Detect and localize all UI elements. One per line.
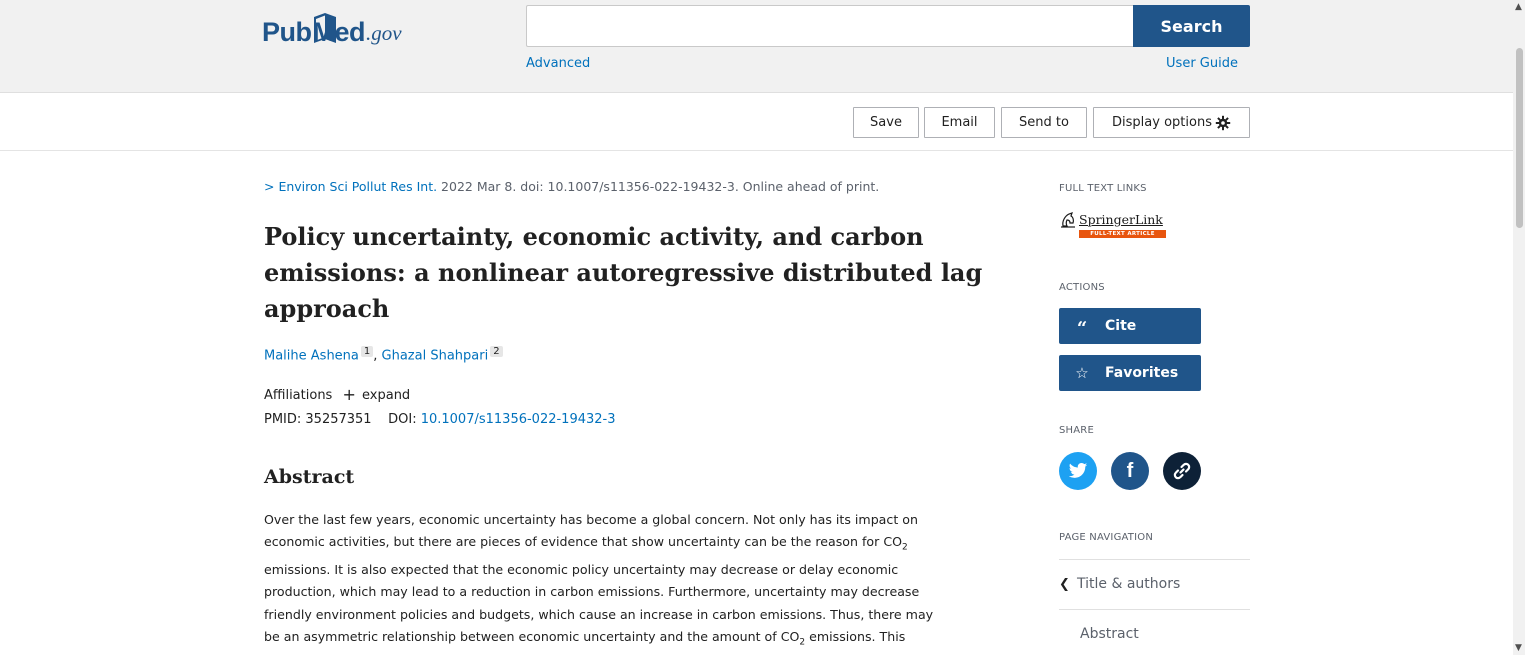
share-permalink-button[interactable] [1163, 452, 1201, 490]
author-link[interactable]: Ghazal Shahpari [381, 348, 489, 364]
article-identifiers [264, 412, 616, 427]
journal-link[interactable]: Environ Sci Pollut Res Int. [278, 179, 438, 194]
send-to-button[interactable]: Send to [1001, 107, 1087, 138]
abstract-line-text: economic activities, but there are pieces of evidence that show uncertainty can be the reason for CO [264, 534, 903, 550]
full-text-links-label: FULL TEXT LINKS [1059, 183, 1147, 194]
site-header [0, 0, 1513, 93]
pmid-value: PMID: 35257351 [264, 412, 372, 427]
actions-label: ACTIONS [1059, 282, 1105, 293]
springerlink-full-text-link[interactable] [1060, 211, 1166, 239]
cite-button[interactable] [1059, 308, 1201, 344]
favorites-button[interactable] [1059, 355, 1201, 391]
logo-med-text: Med [312, 17, 365, 47]
springerlink-bar: FULL-TEXT ARTICLE [1079, 230, 1166, 238]
co2-subscript: 2 [799, 637, 806, 648]
page-scrollbar[interactable] [1513, 0, 1525, 655]
nav-item-label: Title & authors [1077, 576, 1181, 592]
abstract-heading: Abstract [264, 466, 355, 488]
abstract-line-text: be an asymmetric relationship between economic uncertainty and the amount of CO [264, 629, 800, 644]
user-guide-link[interactable]: User Guide [1166, 56, 1238, 71]
logo-med-box [313, 17, 366, 48]
springerlink-name: SpringerLink [1079, 212, 1163, 227]
author-affiliation-number[interactable]: 2 [490, 346, 502, 357]
abstract-line: emissions. It is also expected that the economic policy uncertainty may decrease or delay economic [264, 562, 899, 578]
page-navigation-label: PAGE NAVIGATION [1059, 532, 1153, 543]
scrollbar-thumb[interactable] [1516, 48, 1523, 228]
doi-link[interactable]: 10.1007/s11356-022-19432-3 [420, 412, 616, 427]
expand-label: expand [362, 388, 411, 403]
nav-divider [1059, 559, 1250, 560]
author-affiliation-number[interactable]: 1 [361, 346, 373, 357]
nav-item-abstract[interactable] [1080, 626, 1139, 642]
citation-details: 2022 Mar 8. doi: 10.1007/s11356-022-19432-3. Online ahead of print. [437, 179, 880, 194]
share-label: SHARE [1059, 425, 1094, 436]
scroll-down-arrow-icon[interactable]: ▼ [1515, 643, 1522, 653]
author-link[interactable]: Malihe Ashena [264, 348, 359, 364]
springer-horse-icon [1060, 211, 1076, 229]
email-button[interactable]: Email [924, 107, 995, 138]
favorites-label: Favorites [1105, 365, 1179, 381]
advanced-search-link[interactable]: Advanced [526, 56, 591, 71]
pubmed-logo[interactable] [262, 8, 402, 48]
logo-pub-text: Pub [262, 17, 312, 47]
abstract-line: friendly environment policies and budgets, which cause an increase in carbon emissions. Thus, there may [264, 606, 934, 622]
abstract-text [264, 509, 984, 654]
abstract-line: production, which may lead to a reduction in carbon emissions. Furthermore, uncertainty may decrease [264, 584, 920, 600]
plus-icon: + [342, 385, 356, 404]
display-options-button[interactable] [1093, 107, 1250, 138]
share-facebook-button[interactable] [1111, 452, 1149, 490]
nav-item-title-authors[interactable] [1059, 576, 1180, 592]
affiliations-label: Affiliations [264, 388, 333, 403]
nav-item-label: Abstract [1080, 626, 1139, 642]
article-toolbar [0, 94, 1513, 151]
abstract-line [264, 531, 984, 559]
search-input[interactable] [526, 5, 1134, 47]
share-twitter-button[interactable] [1059, 452, 1097, 490]
logo-gov-text: .gov [366, 21, 402, 45]
co2-subscript: 2 [902, 542, 908, 553]
citation-prefix: > [264, 179, 279, 194]
chevron-left-icon: ❮ [1059, 577, 1070, 592]
scroll-up-arrow-icon[interactable]: ▲ [1515, 2, 1522, 12]
nav-divider [1059, 609, 1250, 610]
article-title: Policy uncertainty, economic activity, and carbon emissions: a nonlinear autoregressive distributed lag approach [264, 222, 983, 323]
author-separator: , [373, 348, 382, 364]
display-options-label: Display options [1112, 115, 1212, 130]
save-button[interactable]: Save [853, 107, 919, 138]
affiliations-toggle[interactable] [264, 385, 410, 404]
star-outline-icon: ☆ [1075, 364, 1089, 382]
search-button[interactable]: Search [1133, 5, 1250, 47]
link-icon [1172, 461, 1192, 481]
abstract-line-text: emissions. This [805, 629, 906, 644]
author-list [264, 346, 503, 363]
quote-icon: “ [1076, 317, 1088, 339]
doi-label: DOI: [388, 412, 421, 427]
cite-label: Cite [1105, 318, 1137, 334]
abstract-line [264, 626, 984, 654]
facebook-icon: f [1126, 459, 1134, 482]
abstract-line: Over the last few years, economic uncertainty has become a global concern. Not only has its impact on [264, 512, 918, 527]
article-citation [264, 179, 879, 194]
twitter-icon [1068, 462, 1088, 480]
gear-icon [1215, 115, 1231, 131]
